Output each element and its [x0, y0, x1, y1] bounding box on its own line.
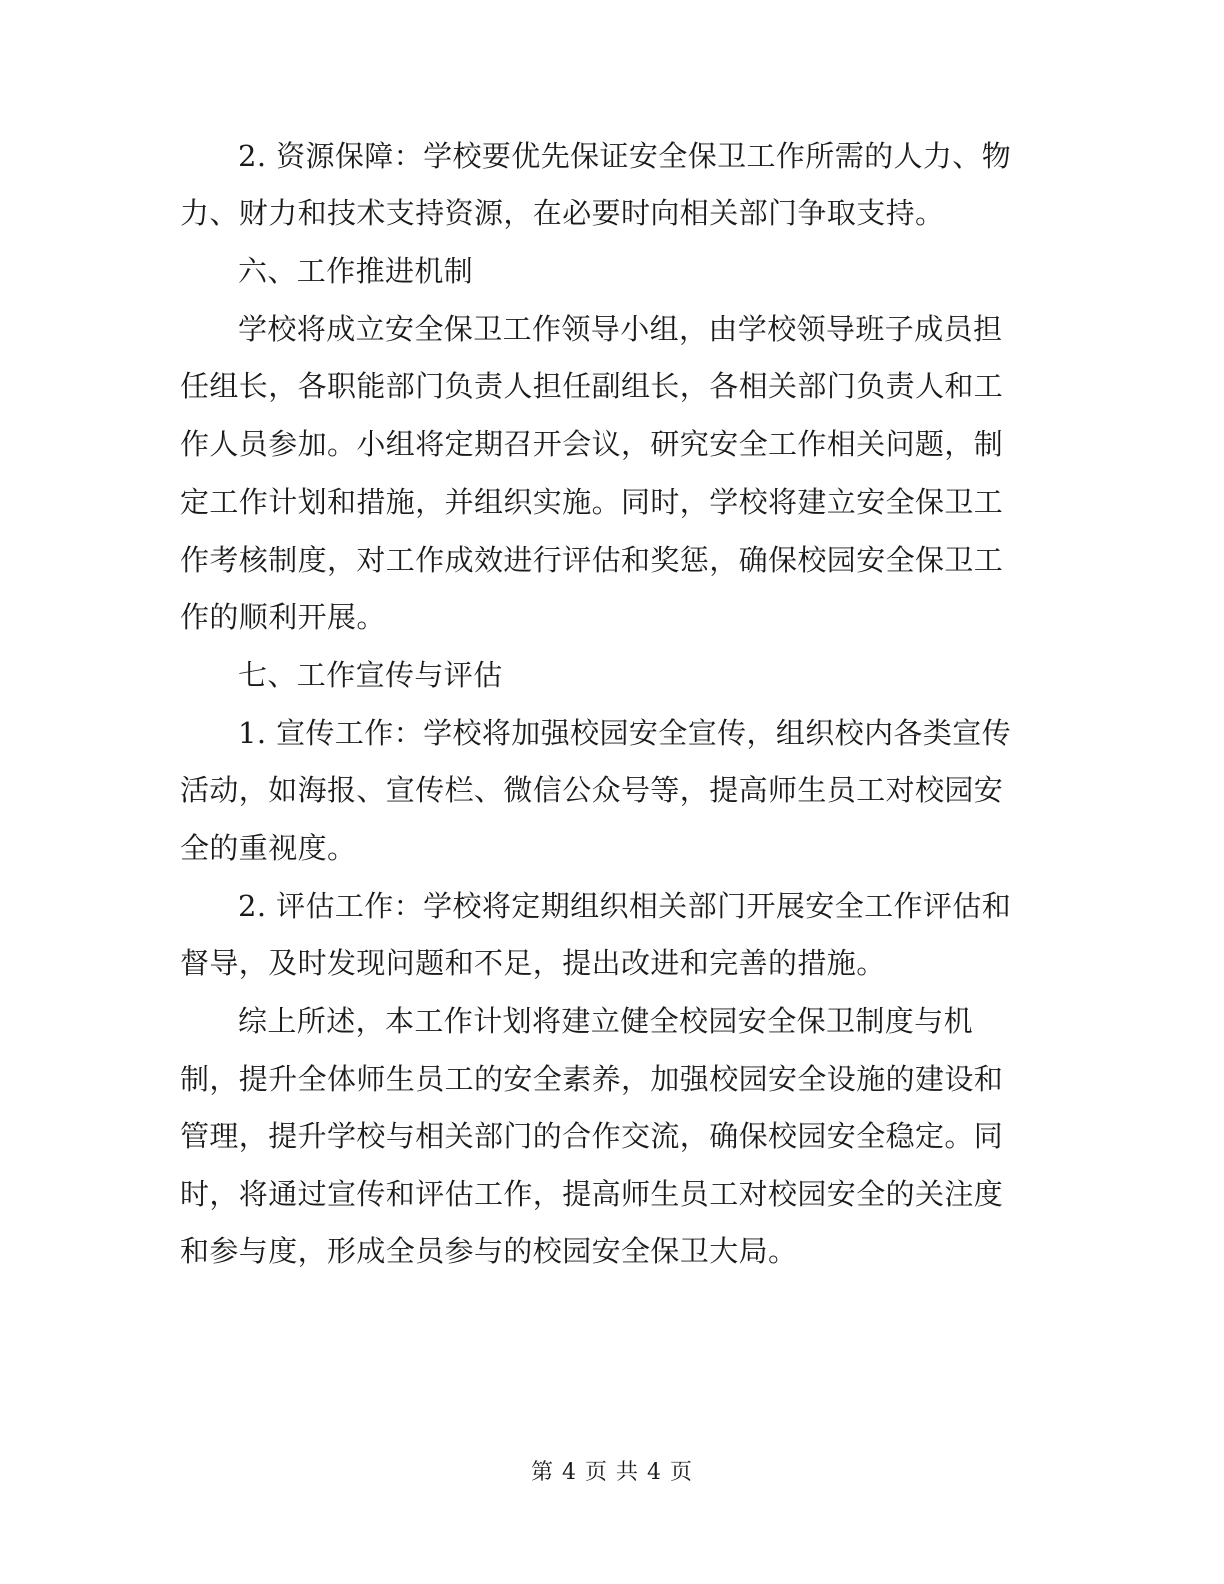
paragraph-line: 时，将通过宣传和评估工作，提高师生员工对校园安全的关注度: [180, 1177, 1004, 1211]
paragraph-line: 2. 评估工作：学校将定期组织相关部门开展安全工作评估和: [238, 889, 1012, 923]
paragraph-line: 督导，及时发现问题和不足，提出改进和完善的措施。: [180, 946, 886, 980]
section-heading: 六、工作推进机制: [238, 254, 474, 288]
paragraph-line: 学校将成立安全保卫工作领导小组，由学校领导班子成员担: [238, 312, 1003, 346]
paragraph-line: 作考核制度，对工作成效进行评估和奖惩，确保校园安全保卫工: [180, 543, 1004, 577]
section-heading: 七、工作宣传与评估: [238, 658, 503, 692]
paragraph-line: 2. 资源保障：学校要优先保证安全保卫工作所需的人力、物: [238, 139, 1012, 173]
paragraph-line: 作人员参加。小组将定期召开会议，研究安全工作相关问题，制: [180, 427, 1004, 461]
paragraph-line: 全的重视度。: [180, 831, 357, 865]
paragraph-line: 力、财力和技术支持资源，在必要时向相关部门争取支持。: [180, 196, 945, 230]
paragraph-line: 综上所述，本工作计划将建立健全校园安全保卫制度与机: [238, 1004, 974, 1038]
paragraph-line: 和参与度，形成全员参与的校园安全保卫大局。: [180, 1234, 798, 1268]
paragraph-line: 管理，提升学校与相关部门的合作交流，确保校园安全稳定。同: [180, 1119, 1004, 1153]
paragraph-line: 制，提升全体师生员工的安全素养，加强校园安全设施的建设和: [180, 1062, 1004, 1096]
page-number-footer: 第 4 页 共 4 页: [531, 1460, 693, 1485]
paragraph-line: 定工作计划和措施，并组织实施。同时，学校将建立安全保卫工: [180, 485, 1004, 519]
paragraph-line: 活动，如海报、宣传栏、微信公众号等，提高师生员工对校园安: [180, 773, 1004, 807]
paragraph-line: 任组长，各职能部门负责人担任副组长，各相关部门负责人和工: [180, 369, 1004, 403]
paragraph-line: 1. 宣传工作：学校将加强校园安全宣传，组织校内各类宣传: [238, 716, 1012, 750]
paragraph-line: 作的顺利开展。: [180, 600, 386, 634]
